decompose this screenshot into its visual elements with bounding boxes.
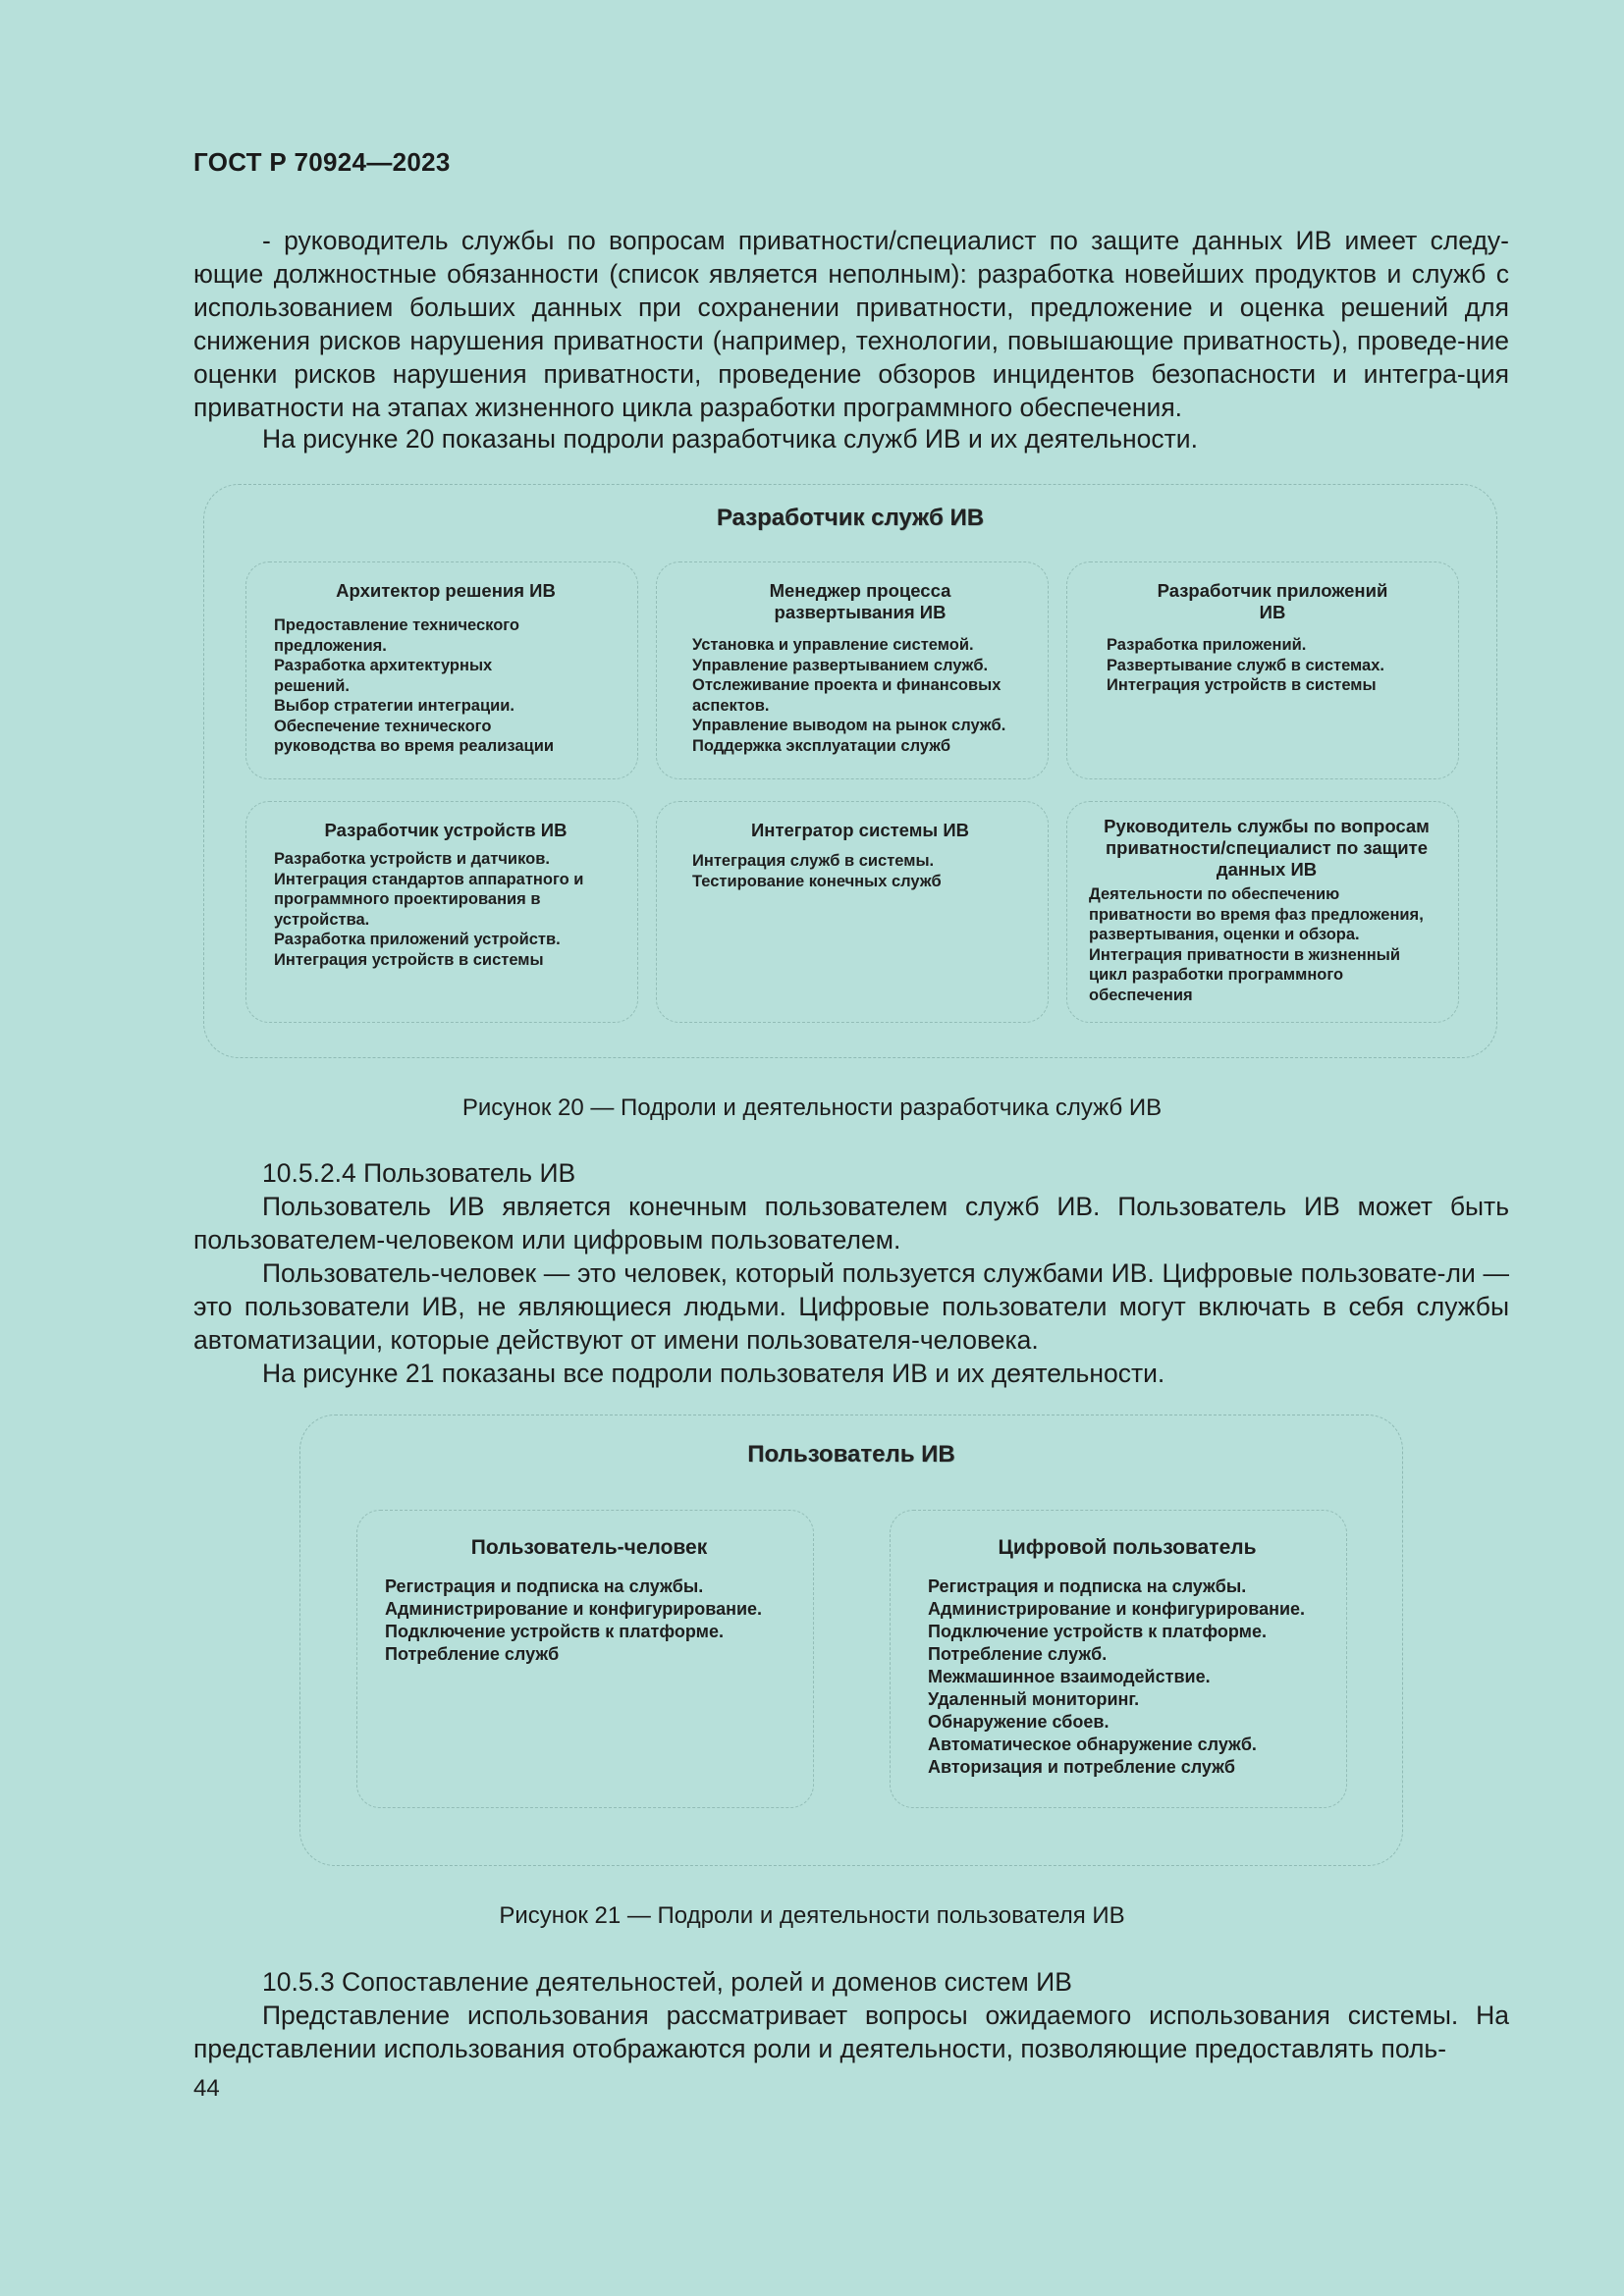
paragraph-human-digital-users: Пользователь-человек — это человек, который пользуется службами ИВ. Цифровые пользовате-ли — это пользователи ИВ, не являющиеся людьми. Цифровые пользователи могут включать в себя службы автоматизации, которые действуют от имени пользователя-человека. [193, 1258, 1509, 1355]
box-text: Предоставление технического предложения. Разработка архитектурных решений. Выбор стратегии интеграции. Обеспечение технического руководства во время реализации [274, 616, 554, 755]
paragraph-figure21-intro: На рисунке 21 показаны все подроли пользователя ИВ и их деятельности. [262, 1359, 1165, 1388]
page-number: 44 [193, 2075, 220, 2102]
figure21-diagram [299, 1415, 1403, 1866]
document-header: ГОСТ Р 70924—2023 [193, 147, 451, 177]
box-text: Регистрация и подписка на службы. Администрирование и конфигурирование. Подключение устройств к платформе. Потребление служб [385, 1576, 763, 1664]
figure20-box-app-developer [1066, 561, 1459, 779]
paragraph-iot-user: Пользователь ИВ является конечным пользователем служб ИВ. Пользователь ИВ может быть пользователем-человеком или цифровым пользователем. [193, 1192, 1509, 1255]
paragraph-privacy-duties: - руководитель службы по вопросам приватности/специалист по защите данных ИВ имеет следу-ющие должностные обязанности (список является неполным): разработка новейших продуктов и служб с использованием больших данных при сохранении приватности, предложение и оценка решений для снижения рисков нарушения приватности (например, технологии, повышающие приватность), проведе-ние оценки рисков нарушения приватности, проведение обзоров инцидентов безопасности и интегра-ция приватности на этапах жизненного цикла разработки программного обеспечения. [193, 226, 1509, 422]
box-title: Руководитель службы по вопросам приватности/специалист по защите данных ИВ [1104, 816, 1430, 880]
box-title: Интегратор системы ИВ [750, 820, 969, 840]
section-heading-iot-user: 10.5.2.4 Пользователь ИВ [262, 1158, 576, 1188]
section-heading-mapping: 10.5.3 Сопоставление деятельностей, ролей и доменов систем ИВ [262, 1967, 1072, 1997]
paragraph-figure20-intro: На рисунке 20 показаны подроли разработчика служб ИВ и их деятельности. [262, 424, 1198, 454]
box-title: Архитектор решения ИВ [336, 580, 556, 601]
figure20-box-solution-architect [245, 561, 638, 779]
figure21-caption: Рисунок 21 — Подроли и деятельности пользователя ИВ [499, 1902, 1125, 1929]
box-title: Цифровой пользователь [998, 1536, 1257, 1559]
box-title: Менеджер процесса развертывания ИВ [769, 580, 951, 622]
figure20-box-system-integrator [656, 801, 1049, 1023]
figure20-box-device-developer [245, 801, 638, 1023]
box-text: Интеграция служб в системы. Тестирование конечных служб [692, 852, 942, 890]
figure20-diagram [203, 484, 1497, 1058]
box-text: Регистрация и подписка на службы. Администрирование и конфигурирование. Подключение устройств к платформе. Потребление служб. Межмашинное взаимодействие. Удаленный мониторинг. Обнаружение сбоев. Автоматическое обнаружение служб. Авторизация и потребление служб [928, 1576, 1306, 1777]
box-text: Деятельности по обеспечению приватности во время фаз предложения, развертывания, оценки и обзора. Интеграция приватности в жизненный цикл разработки программного обеспечения [1089, 885, 1424, 1004]
figure20-title: Разработчик служб ИВ [716, 505, 985, 531]
figure20-box-privacy-officer [1066, 801, 1459, 1023]
box-text: Установка и управление системой. Управление развертыванием служб. Отслеживание проекта и финансовых аспектов. Управление выводом на рынок служб. Поддержка эксплуатации служб [692, 636, 1006, 755]
figure20-box-deployment-manager [656, 561, 1049, 779]
figure21-title: Пользователь ИВ [747, 1441, 955, 1468]
box-text: Разработка устройств и датчиков. Интеграция стандартов аппаратного и программного проектирования в устройства. Разработка приложений устройств. Интеграция устройств в системы [274, 850, 584, 969]
box-text: Разработка приложений. Развертывание служб в системах. Интеграция устройств в системы [1107, 636, 1384, 694]
figure20-caption: Рисунок 20 — Подроли и деятельности разработчика служб ИВ [461, 1095, 1163, 1121]
box-title: Разработчик приложений ИВ [1157, 580, 1388, 622]
paragraph-usage-view: Представление использования рассматривает вопросы ожидаемого использования системы. На представлении использования отображаются роли и деятельности, позволяющие предоставлять поль- [193, 2001, 1509, 2063]
figure21-box-digital-user [890, 1510, 1347, 1808]
figure21-box-human-user [356, 1510, 814, 1808]
box-title: Пользователь-человек [470, 1536, 708, 1559]
box-title: Разработчик устройств ИВ [324, 820, 568, 840]
